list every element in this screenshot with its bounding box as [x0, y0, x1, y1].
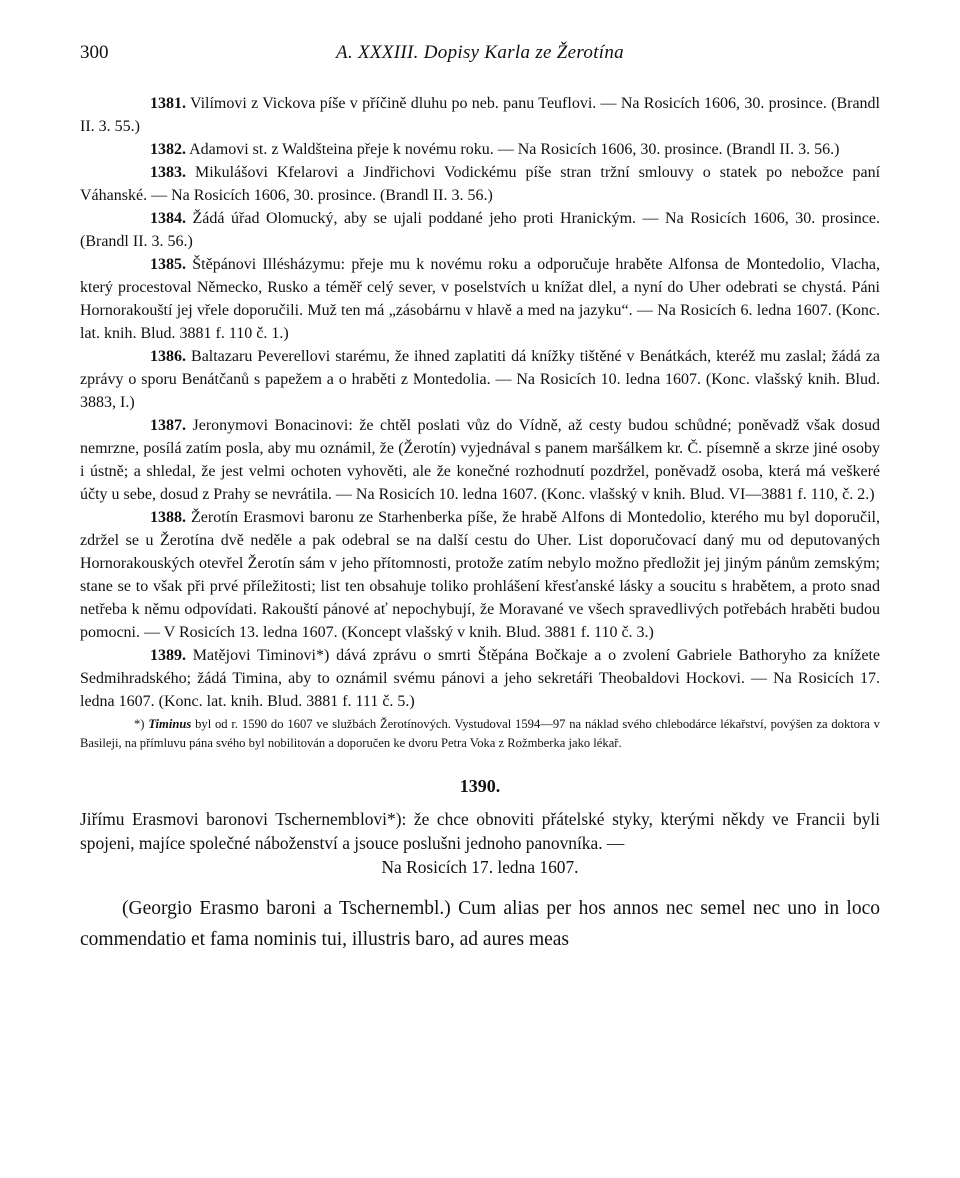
entry-1389	[80, 644, 880, 713]
entry-text: Štěpánovi Illésházymu: přeje mu k novému roku a odporučuje hraběte Alfonsa de Montedolio, Vlacha, který procestoval Německo, Rusko a téměř celý sever, v poselstvích u knížat dlel, a nyní do Uher odebrati se chystá. Páni Hornorakouští jej vřele doporučili. Muž ten má „zásobárnu v hlavě a med na jazyku“. — Na Rosicích 6. ledna 1607. (Konc. lat. knih. Blud. 3881 f. 110 č. 1.)	[80, 256, 881, 342]
entry-text: Mikulášovi Kfelarovi a Jindřichovi Vodickému píše stran tržní smlouvy o statek po nebožce paní Váhanské. — Na Rosicích 1606, 30. prosince. (Brandl II. 3. 56.)	[80, 164, 881, 204]
entry-1384	[80, 207, 880, 253]
entry-1383	[80, 161, 880, 207]
entry-number: 1389.	[150, 647, 186, 664]
entry-1382	[80, 138, 880, 161]
page-number: 300	[80, 42, 109, 63]
entry-1388	[80, 506, 880, 644]
entry-text: Žádá úřad Olomucký, aby se ujali poddané jeho proti Hranickým. — Na Rosicích 1606, 30. prosince. (Brandl II. 3. 56.)	[80, 210, 880, 250]
entry-number: 1387.	[150, 417, 186, 434]
entry-1386	[80, 345, 880, 414]
entry-text: Baltazaru Peverellovi starému, že ihned zaplatiti dá knížky tištěné v Benátkách, kteréž mu zaslal; žádá za zprávy o sporu Benátčanů s papežem a o hraběti z Montedolia. — Na Rosicích 10. ledna 1607. (Konc. vlašský knih. Blud. 3883, I.)	[80, 348, 881, 411]
entries-list	[80, 92, 880, 713]
entry-number: 1381.	[150, 95, 186, 112]
entry-text: Jeronymovi Bonacinovi: že chtěl poslati vůz do Vídně, až cesty budou schůdné; poněvadž však dosud nemrzne, posílá zatím posla, aby mu oznámil, že (Žerotín) vyjednával s panem maršálkem kr. Č. písemně a skrze jiné osoby i ústně; a shledal, že jest velmi ochoten vyhověti, ale že konečné rozhodnutí pozdržel, poněvadž osoba, která má veškeré účty u sebe, dosud z Prahy se nevrátila. — Na Rosicích 10. ledna 1607. (Konc. vlašský v knih. Blud. VI—3881 f. 110, č. 2.)	[80, 417, 881, 503]
entry-number: 1382.	[150, 141, 186, 158]
document-page	[80, 42, 880, 955]
section-title: Jiřímu Erasmovi baronovi Tschernemblovi*): že chce obnoviti přátelské styky, kterými někdy ve Francii byli spojeni, majíce společné náboženství a jsouce poslušni jednoho panovníka. —	[80, 809, 880, 853]
entry-number: 1388.	[150, 509, 186, 526]
latin-text: (Georgio Erasmo baroni a Tschernembl.) Cum alias per hos annos nec semel nec uno in loco commendatio et fama nominis tui, illustris baro, ad aures meas	[80, 898, 880, 950]
page-header	[80, 42, 880, 72]
entry-number: 1384.	[150, 210, 186, 227]
entry-text: Adamovi st. z Waldšteina přeje k novému roku. — Na Rosicích 1606, 30. prosince. (Brandl II. 3. 56.)	[189, 141, 840, 158]
footnote-text: byl od r. 1590 do 1607 ve službách Žerotínových. Vystudoval 1594—97 na náklad svého chlebodárce lékařství, povýšen za doktora v Basileji, na přímluvu pána svého byl nobilitován a doporučen ke dvoru Petra Voka z Rožmberka jako lékař.	[80, 717, 880, 750]
entry-1385	[80, 253, 880, 345]
entry-text: Žerotín Erasmovi baronu ze Starhenberka píše, že hrabě Alfons di Montedolio, kterého mu byl doporučil, zdržel se u Žerotína dvě neděle a pak odebral se na další cestu do Uher. List doporučovací daný mu od deputovaných Hornorakouských otevřel Žerotín sám v jeho přítomnosti, protože zatím nebylo možno předložit jej jiným pánům zemským; stane se to však při prvé příležitosti; list ten obsahuje toliko prohlášení křesťanské lásky a soucitu s hrabětem, a proto snad netřeba k němu odpovídati. Rakouští pánové ať nepochybují, že Moravané ve všech spravedlivých potřebách hraběti budou pomocni. — V Rosicích 13. ledna 1607. (Koncept vlašský v knih. Blud. 3881 f. 110 č. 3.)	[80, 509, 881, 641]
entry-1387	[80, 414, 880, 506]
footnote-mark: *)	[134, 717, 145, 731]
entry-1381	[80, 92, 880, 138]
entry-number: 1383.	[150, 164, 186, 181]
entry-number: 1385.	[150, 256, 186, 273]
footnote-term: Timinus	[148, 717, 192, 731]
entry-text: Vilímovi z Vickova píše v příčině dluhu po neb. panu Teuflovi. — Na Rosicích 1606, 30. prosince. (Brandl II. 3. 55.)	[80, 95, 880, 135]
entry-number: 1386.	[150, 348, 186, 365]
entry-text: Matějovi Timinovi*) dává zprávu o smrti Štěpána Bočkaje a o zvolení Gabriele Bathoryho za knížete Sedmihradského; žádá Timina, aby to oznámil svému pánovi a jeho sekretáři Theobaldovi Hockovi. — Na Rosicích 17. ledna 1607. (Konc. lat. knih. Blud. 3881 f. 111 č. 5.)	[80, 647, 881, 710]
section-number: 1390.	[459, 776, 501, 796]
section-place-date: Na Rosicích 17. ledna 1607.	[381, 857, 579, 877]
footnote	[80, 715, 880, 753]
running-title: A. XXXIII. Dopisy Karla ze Žerotína	[336, 42, 624, 63]
